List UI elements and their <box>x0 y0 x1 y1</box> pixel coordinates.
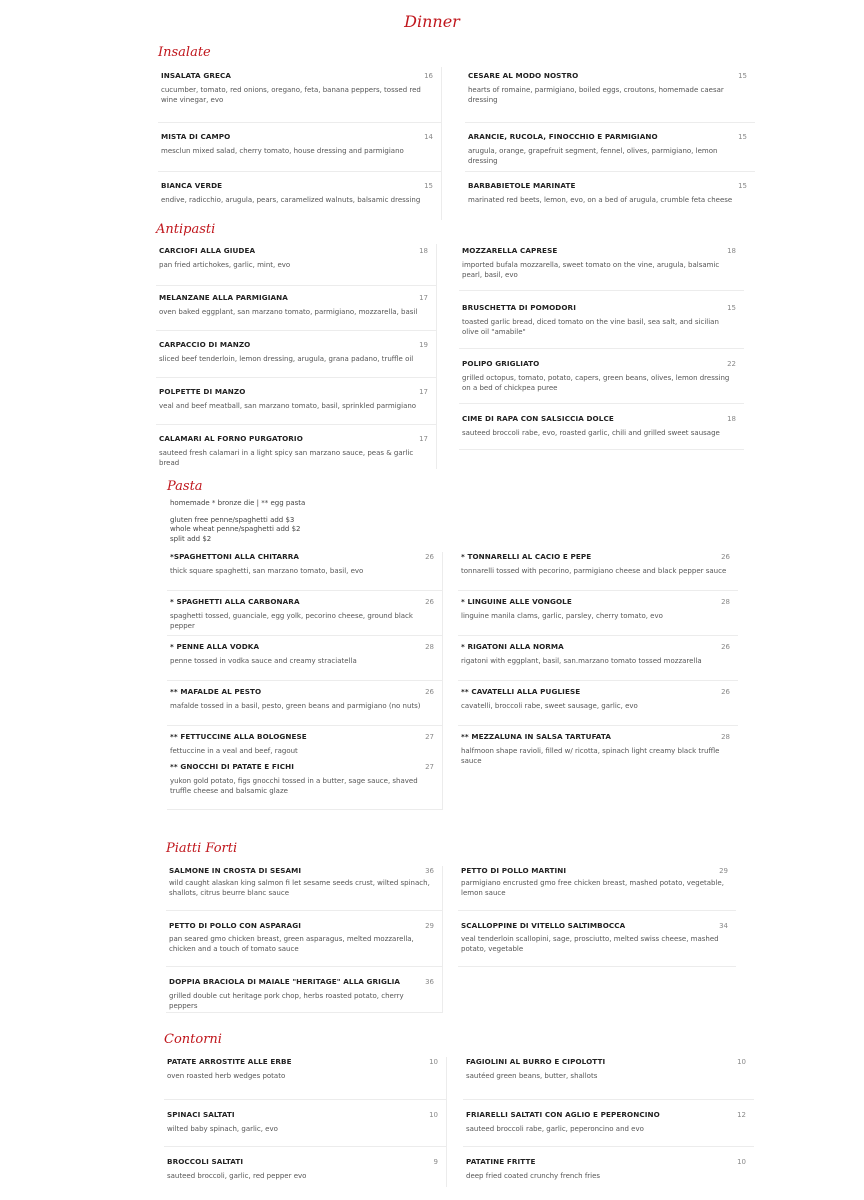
item-name: ** MEZZALUNA IN SALSA TARTUFATA <box>461 732 612 741</box>
item-description: endive, radicchio, arugula, pears, caramelized walnuts, balsamic dressing <box>161 196 421 204</box>
pasta-note-split: split add $2 <box>170 534 212 543</box>
item-price: 18 <box>419 247 428 255</box>
menu-item <box>458 591 738 636</box>
item-name: BIANCA VERDE <box>161 181 223 190</box>
item-price: 18 <box>727 247 736 255</box>
item-price: 15 <box>738 182 747 190</box>
item-name: BARBABIETOLE MARINATE <box>468 181 576 190</box>
menu-item <box>458 636 738 681</box>
menu-item <box>166 911 442 967</box>
item-name: CARCIOFI ALLA GIUDEA <box>159 246 256 255</box>
item-name: CALAMARI AL FORNO PURGATORIO <box>159 434 303 443</box>
item-price: 12 <box>737 1111 746 1119</box>
column-left <box>164 1057 447 1187</box>
item-name: * PENNE ALLA VODKA <box>170 642 260 651</box>
item-name: ** MAFALDE AL PESTO <box>170 687 262 696</box>
item-name: SCALLOPPINE DI VITELLO SALTIMBOCCA <box>461 921 626 930</box>
section-pasta <box>167 479 738 810</box>
item-description: grilled double cut heritage pork chop, herbs roasted potato, cherry peppers <box>169 992 404 1010</box>
section-title: Antipasti <box>156 222 216 237</box>
section-antipasti <box>156 222 744 469</box>
item-price: 15 <box>727 304 736 312</box>
menu-item <box>167 762 442 810</box>
item-description: arugula, orange, grapefruit segment, fennel, olives, parmigiano, lemon dressing <box>468 147 718 165</box>
item-description: oven baked eggplant, san marzano tomato, parmigiano, mozzarella, basil <box>159 308 418 316</box>
menu-item <box>167 726 442 762</box>
item-description: wilted baby spinach, garlic, evo <box>167 1125 278 1133</box>
page-title: Dinner <box>404 12 460 31</box>
menu-item <box>463 1057 754 1100</box>
item-price: 29 <box>425 922 434 930</box>
pasta-note-homemade: homemade * bronze die | ** egg pasta <box>170 499 306 507</box>
item-price: 15 <box>738 133 747 141</box>
item-description: sauteed broccoli, garlic, red pepper evo <box>167 1172 307 1180</box>
item-price: 17 <box>419 294 428 302</box>
item-price: 26 <box>425 598 434 606</box>
item-description: sauteed fresh calamari in a light spicy san marzano sauce, peas & garlic bread <box>159 449 414 467</box>
item-description: deep fried coated crunchy french fries <box>466 1172 601 1180</box>
column-right <box>442 67 755 220</box>
item-name: FAGIOLINI AL BURRO E CIPOLOTTI <box>466 1057 606 1066</box>
item-price: 34 <box>719 922 728 930</box>
item-name: FRIARELLI SALTATI CON AGLIO E PEPERONCINO <box>466 1110 660 1119</box>
item-price: 26 <box>721 688 730 696</box>
item-name: PATATE ARROSTITE ALLE ERBE <box>167 1057 292 1066</box>
menu-item <box>158 67 441 123</box>
menu-item <box>465 123 755 172</box>
column-left <box>158 67 442 220</box>
menu-item <box>458 726 738 765</box>
item-description: hearts of romaine, parmigiano, boiled eggs, croutons, homemade caesar dressing <box>468 86 724 104</box>
menu-item <box>167 591 442 636</box>
menu-item <box>458 866 736 911</box>
item-name: PATATINE FRITTE <box>466 1157 536 1166</box>
column-left <box>167 552 443 810</box>
item-description: spaghetti tossed, guanciale, egg yolk, pecorino cheese, ground black pepper <box>170 612 413 630</box>
section-piatti-forti <box>166 841 736 1013</box>
item-description: halfmoon shape ravioli, filled w/ ricotta, spinach light creamy black truffle sauce <box>461 747 720 765</box>
menu-item <box>459 291 744 349</box>
item-description: veal and beef meatball, san marzano tomato, basil, sprinkled parmigiano <box>159 402 417 410</box>
item-name: * LINGUINE ALLE VONGOLE <box>461 597 572 606</box>
item-name: DOPPIA BRACIOLA DI MAIALE "HERITAGE" ALLA GRIGLIA <box>169 977 401 986</box>
item-description: mesclun mixed salad, cherry tomato, house dressing and parmigiano <box>161 147 404 155</box>
item-name: MELANZANE ALLA PARMIGIANA <box>159 293 288 302</box>
menu-item <box>459 404 744 450</box>
menu-item <box>167 681 442 726</box>
item-name: ** GNOCCHI DI PATATE E FICHI <box>170 762 294 771</box>
item-price: 18 <box>727 415 736 423</box>
item-description: marinated red beets, lemon, evo, on a bed of arugula, crumble feta cheese <box>468 196 733 204</box>
item-description: cucumber, tomato, red onions, oregano, feta, banana peppers, tossed red wine vinegar, evo <box>161 86 421 104</box>
item-name: * TONNARELLI AL CACIO E PEPE <box>461 552 592 561</box>
menu-item <box>156 425 436 469</box>
menu-item <box>458 552 738 591</box>
item-description: sauteed broccoli rabe, evo, roasted garlic, chili and grilled sweet sausage <box>462 429 720 437</box>
item-price: 28 <box>425 643 434 651</box>
item-name: BROCCOLI SALTATI <box>167 1157 244 1166</box>
item-description: yukon gold potato, figs gnocchi tossed in a butter, sage sauce, shaved truffle cheese and balsamic glaze <box>170 777 418 795</box>
item-price: 10 <box>737 1058 746 1066</box>
item-name: * SPAGHETTI ALLA CARBONARA <box>170 597 300 606</box>
menu-item <box>459 244 744 291</box>
menu-item <box>156 244 436 286</box>
section-title: Piatti Forti <box>166 841 238 856</box>
item-price: 26 <box>425 553 434 561</box>
item-price: 17 <box>419 388 428 396</box>
column-right <box>443 552 738 810</box>
item-price: 10 <box>737 1158 746 1166</box>
item-description: pan seared gmo chicken breast, green asparagus, melted mozzarella, chicken and a touch of tomato sauce <box>169 935 414 953</box>
item-price: 36 <box>425 867 434 875</box>
item-name: CESARE AL MODO NOSTRO <box>468 71 579 80</box>
menu-item <box>463 1147 754 1187</box>
item-price: 36 <box>425 978 434 986</box>
menu-item <box>166 967 442 1013</box>
item-description: thick square spaghetti, san marzano tomato, basil, evo <box>170 567 364 575</box>
item-description: pan fried artichokes, garlic, mint, evo <box>159 261 291 269</box>
item-description: parmigiano encrusted gmo free chicken breast, mashed potato, vegetable, lemon sauce <box>461 879 724 897</box>
item-price: 29 <box>719 867 728 875</box>
item-name: SPINACI SALTATI <box>167 1110 235 1119</box>
column-right <box>437 244 744 469</box>
item-name: PETTO DI POLLO MARTINI <box>461 866 567 875</box>
item-description: toasted garlic bread, diced tomato on the vine basil, sea salt, and sicilian olive oil "amabile" <box>462 318 719 336</box>
item-description: sauteed broccoli rabe, garlic, peperoncino and evo <box>466 1125 644 1133</box>
item-name: MOZZARELLA CAPRESE <box>462 246 558 255</box>
item-description: cavatelli, broccoli rabe, sweet sausage, garlic, evo <box>461 702 638 710</box>
item-price: 27 <box>425 733 434 741</box>
item-price: 15 <box>424 182 433 190</box>
menu-item <box>463 1100 754 1147</box>
column-right <box>443 866 736 1013</box>
item-description: tonnarelli tossed with pecorino, parmigiano cheese and black pepper sauce <box>461 567 727 575</box>
menu-item <box>164 1147 446 1187</box>
item-name: ** FETTUCCINE ALLA BOLOGNESE <box>170 732 307 741</box>
menu-item <box>465 172 755 220</box>
item-description: linguine manila clams, garlic, parsley, cherry tomato, evo <box>461 612 663 620</box>
item-description: sliced beef tenderloin, lemon dressing, arugula, grana padano, truffle oil <box>159 355 414 363</box>
pasta-note-gluten-free: gluten free penne/spaghetti add $3 <box>170 515 295 524</box>
menu-item <box>458 681 738 726</box>
item-price: 9 <box>433 1158 438 1166</box>
section-title: Insalate <box>158 45 211 60</box>
item-description: wild caught alaskan king salmon fi let sesame seeds crust, wilted spinach, shallots, citrus beurre blanc sauce <box>169 879 430 897</box>
item-name: * RIGATONI ALLA NORMA <box>461 642 564 651</box>
menu-item <box>465 67 755 123</box>
item-description: imported bufala mozzarella, sweet tomato on the vine, arugula, balsamic pearl, basil, evo <box>462 261 720 279</box>
item-name: BRUSCHETTA DI POMODORI <box>462 303 576 312</box>
item-price: 10 <box>429 1058 438 1066</box>
menu-item <box>166 866 442 911</box>
item-name: CARPACCIO DI MANZO <box>159 340 251 349</box>
column-left <box>156 244 437 469</box>
item-price: 10 <box>429 1111 438 1119</box>
menu-item <box>156 378 436 425</box>
item-price: 16 <box>424 72 433 80</box>
item-description: mafalde tossed in a basil, pesto, green beans and parmigiano (no nuts) <box>170 702 421 710</box>
item-name: PETTO DI POLLO CON ASPARAGI <box>169 921 301 930</box>
pasta-note-whole-wheat: whole wheat penne/spaghetti add $2 <box>170 525 301 533</box>
item-price: 26 <box>721 553 730 561</box>
item-description: rigatoni with eggplant, basil, san.marzano tomato tossed mozzarella <box>461 657 702 665</box>
item-name: MISTA DI CAMPO <box>161 132 231 141</box>
item-price: 26 <box>425 688 434 696</box>
menu-item <box>458 911 736 967</box>
item-description: sautéed green beans, butter, shallots <box>466 1072 598 1080</box>
item-description: oven roasted herb wedges potato <box>167 1072 286 1080</box>
item-name: ** CAVATELLI ALLA PUGLIESE <box>461 687 581 696</box>
section-insalate <box>158 45 755 220</box>
item-name: POLIPO GRIGLIATO <box>462 359 540 368</box>
item-description: veal tenderloin scallopini, sage, prosciutto, melted swiss cheese, mashed potato, vegetable <box>461 935 719 953</box>
item-price: 28 <box>721 598 730 606</box>
menu-item <box>158 172 441 220</box>
item-description: grilled octopus, tomato, potato, capers, green beans, olives, lemon dressing on a bed of chickpea puree <box>462 374 730 392</box>
item-description: penne tossed in vodka sauce and creamy straciatella <box>170 657 357 665</box>
menu-item <box>158 123 441 172</box>
column-left <box>166 866 443 1013</box>
menu-item <box>156 331 436 378</box>
item-description: fettuccine in a veal and beef, ragout <box>170 747 298 755</box>
item-name: ARANCIE, RUCOLA, FINOCCHIO E PARMIGIANO <box>468 132 658 141</box>
item-price: 19 <box>419 341 428 349</box>
item-price: 14 <box>424 133 433 141</box>
section-title: Contorni <box>164 1032 222 1047</box>
item-price: 27 <box>425 763 434 771</box>
section-title: Pasta <box>167 479 203 494</box>
menu-item <box>156 286 436 331</box>
item-price: 15 <box>738 72 747 80</box>
item-price: 22 <box>727 360 736 368</box>
item-price: 17 <box>419 435 428 443</box>
menu-item <box>167 636 442 681</box>
item-price: 28 <box>721 733 730 741</box>
menu-item <box>459 349 744 404</box>
item-name: POLPETTE DI MANZO <box>159 387 246 396</box>
menu-item <box>164 1057 446 1100</box>
item-name: SALMONE IN CROSTA DI SESAMI <box>169 866 302 875</box>
pasta-intro <box>167 499 738 544</box>
section-contorni <box>164 1032 754 1187</box>
item-name: CIME DI RAPA CON SALSICCIA DOLCE <box>462 414 614 423</box>
column-right <box>447 1057 754 1187</box>
menu-item <box>164 1100 446 1147</box>
item-name: INSALATA GRECA <box>161 71 232 80</box>
item-name: *SPAGHETTONI ALLA CHITARRA <box>170 552 300 561</box>
item-price: 26 <box>721 643 730 651</box>
menu-item <box>167 552 442 591</box>
